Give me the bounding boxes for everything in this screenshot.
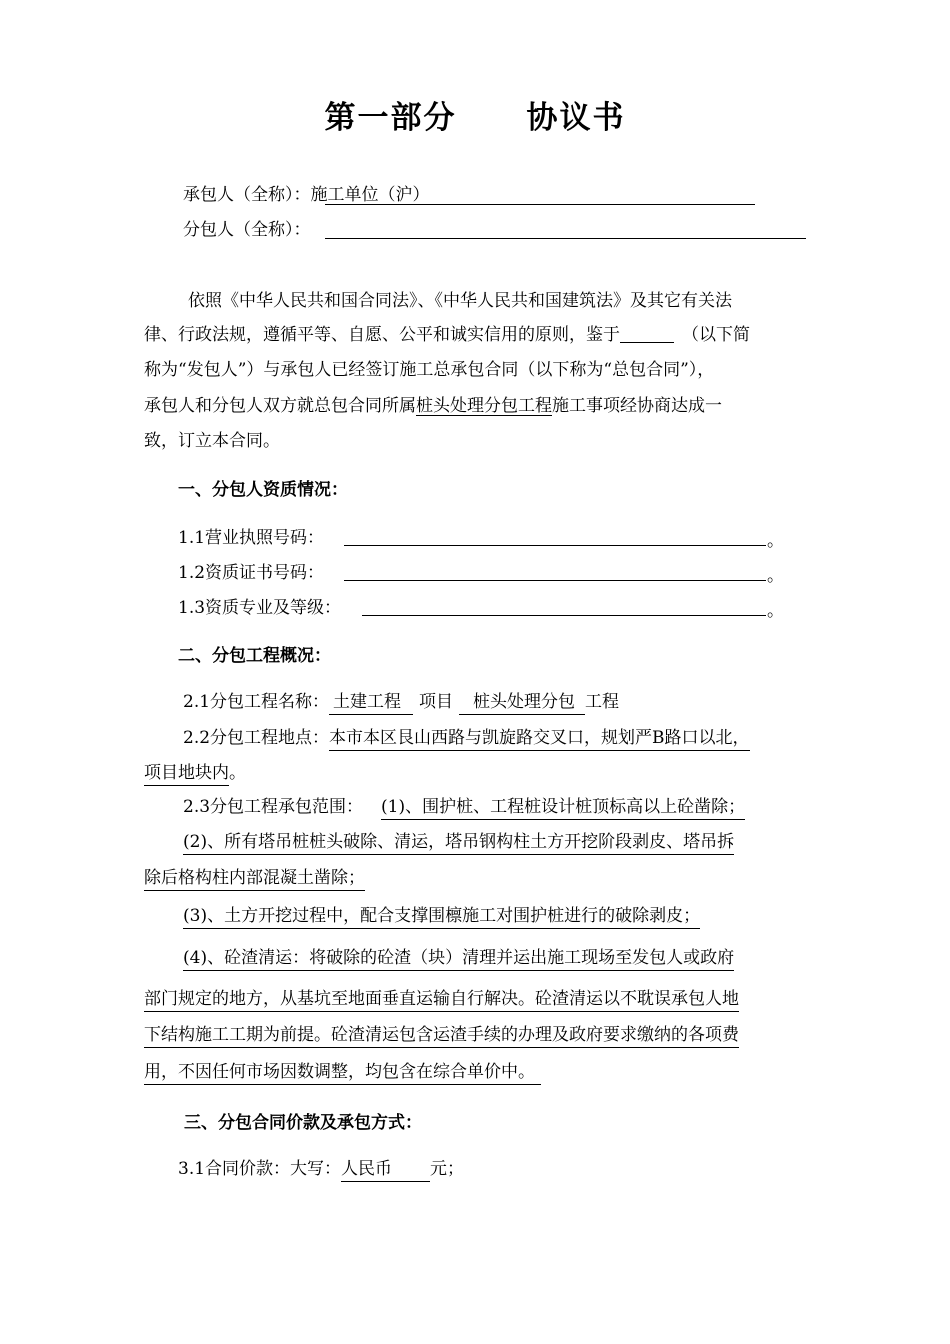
preamble-line-4 [144, 395, 722, 417]
scope-line [183, 796, 745, 820]
project-location-line [183, 727, 750, 751]
qualification-grade-label: 1.3资质专业及等级： [178, 598, 342, 618]
scope-item-4-line-2: 部门规定的地方，从基坑至地面垂直运输自行解决。砼渣清运以不耽误承包人地 [144, 988, 739, 1012]
subcontractor-line [183, 219, 311, 241]
scope-item-4-line-4: 用，不因任何市场因数调整，均包含在综合单价中。 [144, 1061, 541, 1085]
contractor-underline [325, 204, 755, 205]
project-name-underlined: 桩头处理分包工程 [416, 396, 552, 416]
qualification-grade-blank [362, 615, 766, 616]
preamble-line-4-before: 承包人和分包人双方就总包合同所属 [144, 396, 416, 416]
subcontractor-blank [325, 238, 806, 239]
scope-item-2-line-1: (2)、所有塔吊桩桩头破除、清运，塔吊钢构柱土方开挖阶段剥皮、塔吊拆 [183, 831, 734, 855]
qualification-grade-end: 。 [767, 601, 784, 621]
project-name-part2: 桩头处理分包 [459, 691, 585, 715]
section-1-heading: 一、分包人资质情况： [178, 480, 348, 500]
contract-price-value: 人民币 [341, 1158, 430, 1182]
license-number-label: 1.1营业执照号码： [178, 528, 325, 548]
preamble-line-5: 致，订立本合同。 [144, 431, 280, 451]
project-name-part1: 土建工程 [329, 691, 413, 715]
preamble-line-4-after: 施工事项经协商达成一 [552, 396, 722, 416]
contract-price-label: 3.1合同价款：大写： [178, 1159, 342, 1179]
title-part: 第一部分 [324, 100, 457, 136]
preamble-line-3: 称为“发包人”）与承包人已经签订施工总承包合同（以下称为“总包合同”）， [144, 360, 715, 380]
scope-item-3: (3)、土方开挖过程中，配合支撑围檩施工对围护桩进行的破除剥皮； [183, 905, 700, 929]
project-name-mid: 项目 [419, 692, 454, 712]
license-number-end: 。 [767, 531, 784, 551]
license-number-blank [344, 545, 766, 546]
project-location-value-2: 项目地块内 [144, 762, 229, 786]
project-location-end: 。 [229, 763, 246, 783]
preamble-line-2-before: 律、行政法规，遵循平等、自愿、公平和诚实信用的原则，鉴于 [144, 325, 620, 345]
certificate-number-blank [344, 580, 766, 581]
scope-item-2-line-2: 除后格构柱内部混凝土凿除； [144, 867, 365, 891]
preamble-line-2 [144, 324, 750, 346]
title-name: 协议书 [526, 100, 626, 136]
section-3-heading: 三、分包合同价款及承包方式： [184, 1113, 422, 1133]
scope-label: 2.3分包工程承包范围： [183, 797, 364, 817]
contract-price-line [178, 1158, 464, 1182]
certificate-number-end: 。 [767, 566, 784, 586]
scope-item-4-line-1: (4)、砼渣清运：将破除的砼渣（块）清理并运出施工现场至发包人或政府 [183, 947, 734, 971]
project-name-line [183, 691, 619, 715]
project-location-label: 2.2分包工程地点： [183, 728, 330, 748]
subcontractor-label: 分包人（全称）： [183, 220, 311, 240]
page-title [0, 92, 950, 137]
contractor-value: 施工单位（沪） [310, 185, 430, 205]
developer-blank [620, 326, 674, 343]
project-location-value: 本市本区艮山西路与凯旋路交叉口，规划严B路口以北， [329, 727, 750, 751]
contract-price-unit: 元； [430, 1159, 465, 1179]
preamble-line-2-after: （以下简 [682, 325, 750, 345]
scope-item-4-line-3: 下结构施工工期为前提。砼渣清运包含运渣手续的办理及政府要求缴纳的各项费 [144, 1024, 739, 1048]
contractor-label: 承包人（全称）： [183, 185, 311, 205]
project-name-label: 2.1分包工程名称： [183, 692, 330, 712]
section-2-heading: 二、分包工程概况： [178, 646, 331, 666]
preamble-line-1: 依照《中华人民共和国合同法》、《中华人民共和国建筑法》及其它有关法 [188, 291, 732, 311]
scope-item-1: (1)、围护桩、工程桩设计桩顶标高以上砼凿除； [381, 796, 745, 820]
certificate-number-label: 1.2资质证书号码： [178, 563, 325, 583]
project-location-line-2 [144, 762, 246, 786]
contractor-line [183, 184, 430, 206]
project-name-end: 工程 [585, 692, 620, 712]
